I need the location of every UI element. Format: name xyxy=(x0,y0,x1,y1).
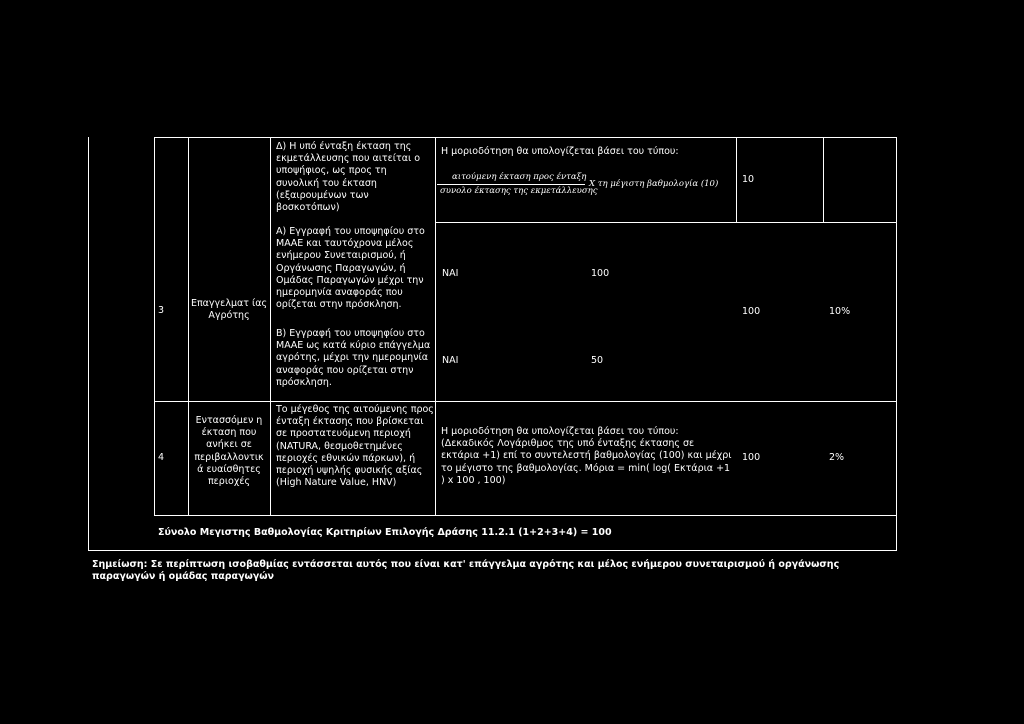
row-3-category: Επαγγελματ ίας Αγρότης xyxy=(190,298,268,322)
row-4-criterion: Το μέγεθος της αιτούμενης προς ένταξη έκτασης που βρίσκεται σε προστατευόμενη περιοχή (NATURA, θεσμοθετημένες περιοχές εθνικών πάρκων), ή περιοχή υψηλής φυσικής αξίας (High Nature Value, HNV) xyxy=(276,404,434,489)
row-4-condition: Η μοριοδότηση θα υπολογίζεται βάσει του τύπου: (Δεκαδικός Λογάριθμος της υπό ένταξης έκτασης σε εκτάρια +1) επί το συντελεστή βαθμολογίας (100) και μέχρι το μέγιστο της βαθμολογίας. Μόρια = min( log( Εκτάρια +1 ) x 100 , 100) xyxy=(441,426,732,486)
grid-line xyxy=(736,137,737,222)
row-3-criterion-d-condition: Η μοριοδότηση θα υπολογίζεται βάσει του τύπου: xyxy=(441,146,679,157)
row-3-criterion-a-condition: ΝΑΙ xyxy=(442,268,459,279)
row-3-criterion-d: Δ) Η υπό ένταξη έκταση της εκμετάλλευσης που αιτείται ο υποψήφιος, ως προς τη συνολική του έκταση (εξαιρουμένων των βοσκοτόπων) xyxy=(276,141,421,214)
grid-line xyxy=(154,137,155,515)
grid-line xyxy=(270,137,271,515)
formula-multiplier: X τη μέγιστη βαθμολογία (10) xyxy=(589,179,719,189)
total-score: Σύνολο Μεγιστης Βαθμολογίας Κριτηρίων Επιλογής Δράσης 11.2.1 (1+2+3+4) = 100 xyxy=(158,527,612,538)
row-4-weight: 2% xyxy=(829,452,845,463)
grid-line xyxy=(88,137,89,551)
grid-line xyxy=(188,137,189,515)
row-3-max-score: 100 xyxy=(742,306,761,317)
grid-line xyxy=(154,137,897,138)
row-3-criterion-b-condition: ΝΑΙ xyxy=(442,355,459,366)
grid-line xyxy=(435,222,897,223)
formula-fraction-bar xyxy=(437,184,585,185)
row-3-criterion-d-max-score: 10 xyxy=(742,174,755,185)
grid-line xyxy=(435,137,436,515)
tie-break-note: Σημείωση: Σε περίπτωση ισοβαθμίας εντάσσεται αυτός που είναι κατ' επάγγελμα αγρότης και μέλος ενήμερου συνεταιρισμού ή οργάνωσης παραγωγών ή ομάδας παραγωγών xyxy=(92,559,840,583)
grid-line xyxy=(154,401,897,402)
row-4-max-score: 100 xyxy=(742,452,761,463)
formula-numerator: αιτούμενη έκταση προς ένταξη xyxy=(452,172,587,182)
row-3-weight: 10% xyxy=(829,306,851,317)
row-4-category: Εντασσόμεν η έκταση που ανήκει σε περιβαλλοντικ ά ευαίσθητες περιοχές xyxy=(194,415,264,488)
row-4-number: 4 xyxy=(158,452,165,463)
row-3-criterion-a: Α) Εγγραφή του υποψηφίου στο ΜΑΑΕ και ταυτόχρονα μέλος ενήμερου Συνεταιρισμού, ή Οργάνωσης Παραγωγών, ή Ομάδας Παραγωγών μέχρι την ημερομηνία αναφοράς που ορίζεται στην πρόσκληση. xyxy=(276,226,425,311)
grid-line xyxy=(88,550,897,551)
grid-line xyxy=(823,137,824,222)
row-3-number: 3 xyxy=(158,305,165,316)
row-3-criterion-a-points: 100 xyxy=(591,268,610,279)
grid-line xyxy=(896,137,897,551)
grid-line xyxy=(154,515,897,516)
row-3-criterion-b: Β) Εγγραφή του υποψηφίου στο ΜΑΑΕ ως κατά κύριο επάγγελμα αγρότης, μέχρι την ημερομηνία αναφοράς που ορίζεται στην πρόσκληση. xyxy=(276,328,431,388)
formula-denominator: συνολο έκτασης της εκμετάλλευσης xyxy=(440,186,598,196)
row-3-criterion-b-points: 50 xyxy=(591,355,604,366)
